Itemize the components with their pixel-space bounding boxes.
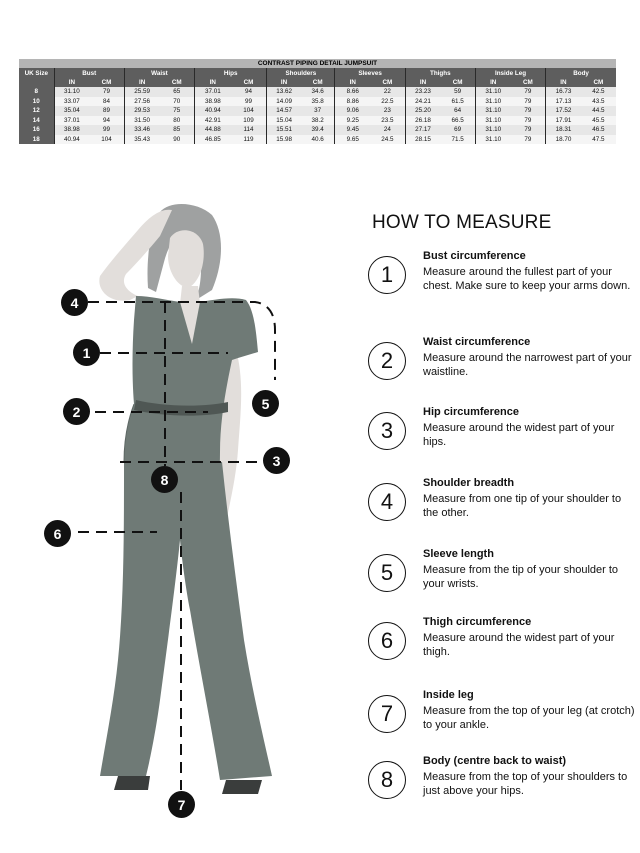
unit-header-in: IN bbox=[335, 78, 370, 87]
table-row bbox=[19, 97, 616, 107]
table-cell: 29.53 bbox=[124, 106, 159, 116]
table-cell: 84 bbox=[89, 97, 124, 107]
marker-3: 3 bbox=[263, 447, 290, 474]
table-cell: 35.04 bbox=[54, 106, 89, 116]
table-row bbox=[19, 116, 616, 126]
table-cell: 15.04 bbox=[267, 116, 301, 126]
group-header-thighs: Thighs bbox=[405, 68, 475, 78]
table-cell: 14.09 bbox=[267, 97, 301, 107]
table-cell: 90 bbox=[159, 135, 194, 145]
table-cell: 16.73 bbox=[546, 87, 581, 97]
table-cell: 27.17 bbox=[405, 125, 440, 135]
table-cell: 70 bbox=[159, 97, 194, 107]
group-header-bust: Bust bbox=[54, 68, 124, 78]
table-cell: 24.21 bbox=[405, 97, 440, 107]
table-cell: 31.10 bbox=[475, 87, 510, 97]
unit-header-cm: CM bbox=[511, 78, 546, 87]
table-cell: 75 bbox=[159, 106, 194, 116]
step-number-circle: 3 bbox=[368, 412, 406, 450]
table-cell: 18.70 bbox=[546, 135, 581, 145]
table-cell: 15.98 bbox=[267, 135, 301, 145]
step-heading: Inside leg bbox=[423, 689, 474, 701]
table-cell: 43.5 bbox=[581, 97, 616, 107]
step-thigh bbox=[368, 616, 628, 686]
table-cell: 23.5 bbox=[370, 116, 405, 126]
marker-8: 8 bbox=[151, 466, 178, 493]
table-cell: 38.98 bbox=[195, 97, 231, 107]
table-cell: 35.8 bbox=[301, 97, 335, 107]
size-cell: 8 bbox=[19, 87, 54, 97]
table-cell: 94 bbox=[89, 116, 124, 126]
step-heading: Body (centre back to waist) bbox=[423, 755, 567, 767]
table-cell: 59 bbox=[440, 87, 475, 97]
table-cell: 69 bbox=[440, 125, 475, 135]
how-to-measure-title: HOW TO MEASURE bbox=[372, 212, 552, 233]
table-cell: 14.57 bbox=[267, 106, 301, 116]
step-heading: Thigh circumference bbox=[423, 616, 532, 628]
size-cell: 12 bbox=[19, 106, 54, 116]
marker-4: 4 bbox=[61, 289, 88, 316]
table-cell: 89 bbox=[89, 106, 124, 116]
table-cell: 31.50 bbox=[124, 116, 159, 126]
table-cell: 66.5 bbox=[440, 116, 475, 126]
marker-5: 5 bbox=[252, 390, 279, 417]
unit-header-cm: CM bbox=[231, 78, 267, 87]
table-cell: 25.59 bbox=[124, 87, 159, 97]
table-cell: 34.6 bbox=[301, 87, 335, 97]
table-cell: 31.10 bbox=[475, 125, 510, 135]
size-chart-title-row bbox=[19, 59, 616, 68]
size-chart-unit-row bbox=[19, 78, 616, 87]
unit-header-cm: CM bbox=[440, 78, 475, 87]
table-cell: 79 bbox=[511, 106, 546, 116]
step-heading: Bust circumference bbox=[423, 250, 526, 262]
table-cell: 31.10 bbox=[475, 116, 510, 126]
table-cell: 61.5 bbox=[440, 97, 475, 107]
step-description: Measure around the widest part of your thigh. bbox=[423, 632, 615, 659]
table-cell: 33.07 bbox=[54, 97, 89, 107]
size-chart-group-row bbox=[19, 68, 616, 78]
step-inside-leg bbox=[368, 689, 635, 759]
table-cell: 42.5 bbox=[581, 87, 616, 97]
size-chart-table bbox=[19, 59, 616, 144]
table-cell: 42.91 bbox=[195, 116, 231, 126]
step-description: Measure from the top of your leg (at crotch) to your ankle. bbox=[423, 705, 635, 732]
table-cell: 79 bbox=[511, 135, 546, 145]
table-cell: 24.5 bbox=[370, 135, 405, 145]
step-number-circle: 6 bbox=[368, 622, 406, 660]
step-description: Measure around the widest part of your hips. bbox=[423, 422, 615, 449]
table-cell: 35.43 bbox=[124, 135, 159, 145]
unit-header-in: IN bbox=[267, 78, 301, 87]
step-number-circle: 4 bbox=[368, 483, 406, 521]
unit-header-in: IN bbox=[546, 78, 581, 87]
measurement-figure bbox=[0, 190, 330, 830]
table-cell: 114 bbox=[231, 125, 267, 135]
table-cell: 25.20 bbox=[405, 106, 440, 116]
step-description: Measure from one tip of your shoulder to the other. bbox=[423, 493, 622, 520]
size-chart-title: CONTRAST PIPING DETAIL JUMPSUIT bbox=[19, 59, 616, 68]
step-shoulder bbox=[368, 477, 628, 547]
group-header-waist: Waist bbox=[124, 68, 194, 78]
table-cell: 44.88 bbox=[195, 125, 231, 135]
step-heading: Sleeve length bbox=[423, 548, 494, 560]
measurement-lines bbox=[0, 190, 330, 830]
marker-1: 1 bbox=[73, 339, 100, 366]
size-column-header: UK Size bbox=[19, 68, 54, 78]
table-row bbox=[19, 125, 616, 135]
table-cell: 94 bbox=[231, 87, 267, 97]
group-header-hips: Hips bbox=[195, 68, 267, 78]
table-cell: 79 bbox=[511, 97, 546, 107]
table-cell: 79 bbox=[511, 116, 546, 126]
step-number-circle: 5 bbox=[368, 554, 406, 592]
table-cell: 38.98 bbox=[54, 125, 89, 135]
table-cell: 15.51 bbox=[267, 125, 301, 135]
table-cell: 39.4 bbox=[301, 125, 335, 135]
table-cell: 104 bbox=[89, 135, 124, 145]
table-row bbox=[19, 87, 616, 97]
step-waist bbox=[368, 336, 632, 406]
table-cell: 9.06 bbox=[335, 106, 370, 116]
line-shoulder-sleeve bbox=[88, 302, 275, 380]
table-cell: 37.01 bbox=[195, 87, 231, 97]
table-cell: 37.01 bbox=[54, 116, 89, 126]
size-cell: 16 bbox=[19, 125, 54, 135]
table-cell: 23.23 bbox=[405, 87, 440, 97]
table-cell: 24 bbox=[370, 125, 405, 135]
table-cell: 85 bbox=[159, 125, 194, 135]
table-cell: 46.5 bbox=[581, 125, 616, 135]
table-cell: 22 bbox=[370, 87, 405, 97]
unit-header-cm: CM bbox=[89, 78, 124, 87]
step-heading: Shoulder breadth bbox=[423, 477, 515, 489]
marker-7: 7 bbox=[168, 791, 195, 818]
table-row bbox=[19, 135, 616, 145]
unit-header-in: IN bbox=[475, 78, 510, 87]
table-cell: 71.5 bbox=[440, 135, 475, 145]
table-cell: 9.25 bbox=[335, 116, 370, 126]
step-number-circle: 7 bbox=[368, 695, 406, 733]
table-cell: 99 bbox=[89, 125, 124, 135]
table-cell: 22.5 bbox=[370, 97, 405, 107]
size-cell: 14 bbox=[19, 116, 54, 126]
table-cell: 64 bbox=[440, 106, 475, 116]
step-number-circle: 1 bbox=[368, 256, 406, 294]
table-cell: 31.10 bbox=[475, 97, 510, 107]
step-hip bbox=[368, 406, 628, 476]
table-cell: 40.94 bbox=[195, 106, 231, 116]
step-bust bbox=[368, 250, 631, 320]
step-description: Measure around the narrowest part of your waistline. bbox=[423, 352, 632, 379]
unit-header-in: IN bbox=[54, 78, 89, 87]
unit-header-blank bbox=[19, 78, 54, 87]
table-cell: 65 bbox=[159, 87, 194, 97]
size-cell: 10 bbox=[19, 97, 54, 107]
step-heading: Hip circumference bbox=[423, 406, 519, 418]
table-row bbox=[19, 106, 616, 116]
table-cell: 31.10 bbox=[54, 87, 89, 97]
table-cell: 38.2 bbox=[301, 116, 335, 126]
table-cell: 13.62 bbox=[267, 87, 301, 97]
table-cell: 31.10 bbox=[475, 135, 510, 145]
unit-header-cm: CM bbox=[581, 78, 616, 87]
table-cell: 31.10 bbox=[475, 106, 510, 116]
unit-header-in: IN bbox=[405, 78, 440, 87]
table-cell: 37 bbox=[301, 106, 335, 116]
table-cell: 104 bbox=[231, 106, 267, 116]
table-cell: 28.15 bbox=[405, 135, 440, 145]
table-cell: 79 bbox=[511, 87, 546, 97]
table-cell: 109 bbox=[231, 116, 267, 126]
table-cell: 17.13 bbox=[546, 97, 581, 107]
table-cell: 17.52 bbox=[546, 106, 581, 116]
table-cell: 40.6 bbox=[301, 135, 335, 145]
table-cell: 44.5 bbox=[581, 106, 616, 116]
step-description: Measure around the fullest part of your chest. Make sure to keep your arms down. bbox=[423, 266, 631, 293]
step-description: Measure from the tip of your shoulder to your wrists. bbox=[423, 564, 619, 591]
table-cell: 45.5 bbox=[581, 116, 616, 126]
table-cell: 8.86 bbox=[335, 97, 370, 107]
table-cell: 18.31 bbox=[546, 125, 581, 135]
table-cell: 119 bbox=[231, 135, 267, 145]
table-cell: 23 bbox=[370, 106, 405, 116]
group-header-inside-leg: Inside Leg bbox=[475, 68, 545, 78]
step-number-circle: 8 bbox=[368, 761, 406, 799]
group-header-shoulders: Shoulders bbox=[267, 68, 335, 78]
table-cell: 79 bbox=[89, 87, 124, 97]
step-sleeve bbox=[368, 548, 628, 618]
table-cell: 79 bbox=[511, 125, 546, 135]
table-cell: 33.46 bbox=[124, 125, 159, 135]
unit-header-in: IN bbox=[124, 78, 159, 87]
table-cell: 40.94 bbox=[54, 135, 89, 145]
table-cell: 47.5 bbox=[581, 135, 616, 145]
marker-2: 2 bbox=[63, 398, 90, 425]
table-cell: 8.66 bbox=[335, 87, 370, 97]
step-description: Measure from the top of your shoulders to just above your hips. bbox=[423, 771, 628, 798]
step-heading: Waist circumference bbox=[423, 336, 531, 348]
size-chart-body bbox=[19, 87, 616, 144]
table-cell: 17.91 bbox=[546, 116, 581, 126]
step-number-circle: 2 bbox=[368, 342, 406, 380]
table-cell: 26.18 bbox=[405, 116, 440, 126]
unit-header-in: IN bbox=[195, 78, 231, 87]
unit-header-cm: CM bbox=[159, 78, 194, 87]
unit-header-cm: CM bbox=[301, 78, 335, 87]
size-cell: 18 bbox=[19, 135, 54, 145]
table-cell: 80 bbox=[159, 116, 194, 126]
table-cell: 27.56 bbox=[124, 97, 159, 107]
step-body bbox=[368, 755, 628, 825]
marker-6: 6 bbox=[44, 520, 71, 547]
table-cell: 9.65 bbox=[335, 135, 370, 145]
table-cell: 99 bbox=[231, 97, 267, 107]
table-cell: 9.45 bbox=[335, 125, 370, 135]
unit-header-cm: CM bbox=[370, 78, 405, 87]
group-header-body: Body bbox=[546, 68, 616, 78]
group-header-sleeves: Sleeves bbox=[335, 68, 405, 78]
table-cell: 46.85 bbox=[195, 135, 231, 145]
